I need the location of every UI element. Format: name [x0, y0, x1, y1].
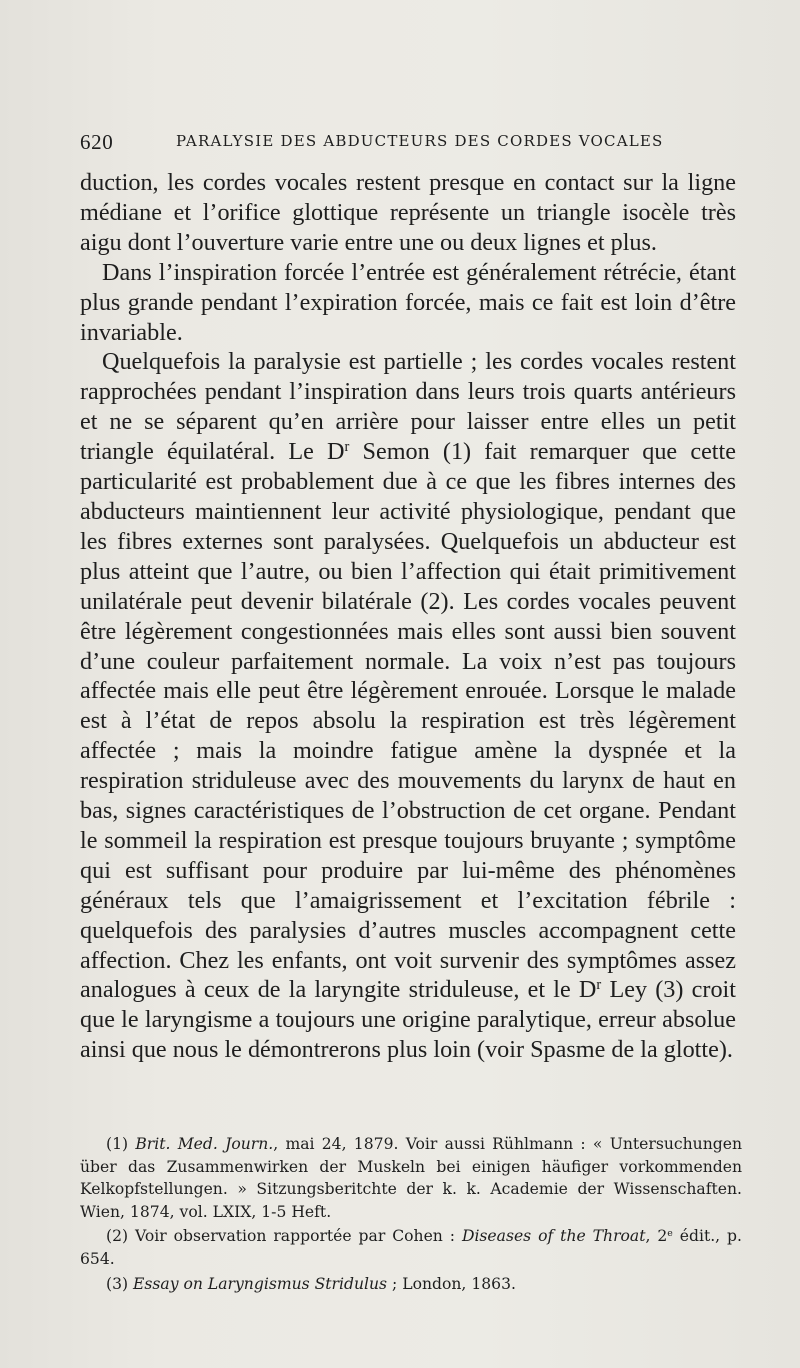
- footnote-3: [80, 1273, 742, 1296]
- paragraph-continued: duction, les cordes vocales restent presque en contact sur la ligne médiane et l’orifice glottique représente un triangle isocèle très aigu dont l’ouverture varie entre une ou deux lignes et plus.: [80, 169, 736, 256]
- superscript: e: [667, 1228, 673, 1240]
- paragraph-inspiration: Dans l’inspiration forcée l’entrée est généralement rétrécie, étant plus grande pendant l’expiration forcée, mais ce fait est loin d’être invariable.: [80, 258, 736, 346]
- footnote-text: , 2: [645, 1227, 668, 1246]
- footnote-text: Voir observation rapportée par Cohen :: [135, 1227, 462, 1246]
- running-title: PARALYSIE DES ABDUCTEURS DES CORDES VOCALES: [176, 132, 664, 150]
- footnote-2: [80, 1225, 742, 1270]
- footnote-text: ; London, 1863.: [387, 1274, 516, 1293]
- footnote-mark: (1): [106, 1135, 136, 1153]
- footnote-mark: (2): [106, 1227, 136, 1246]
- superscript: r: [596, 977, 602, 994]
- main-text: [80, 168, 736, 1065]
- text-segment: Semon (1) fait remarquer que cette particularité est probablement due à ce que les fibres internes des abducteurs maintiennent leur activité physiologique, pendant que les fibres externes sont paralysées. Quelquefois un abducteur est plus atteint que l’autre, ou bien l’affection qui était primitivement unilatérale peut devenir bilatérale (2). Les cordes vocales peuvent être légèrement congestionnées mais elles sont aussi bien souvent d’une couleur parfaitement normale. La voix n’est pas toujours affectée mais elle peut être légèrement enrouée. Lorsque le malade est à l’état de repos absolu la respiration est très légèrement affectée ; mais la moindre fatigue amène la dyspnée et la respiration striduleuse avec des mouvements du larynx de haut en bas, signes caractéristiques de l’obstruction de cet organe. Pendant le sommeil la respiration est presque toujours bruyante ; symptôme qui est suffisant pour produire par lui-même des phénomènes généraux tels que l’amaigrissement et l’excitation fébrile : quelquefois des paralysies d’autres muscles accompagnent cette affection. Chez les enfants, ont voit survenir des symptômes assez analogues à ceux de la laryngite striduleuse, et le D: [80, 438, 736, 1004]
- footnote-1: [80, 1133, 742, 1223]
- footnote-text: édit., p. 654.: [80, 1227, 742, 1268]
- footnote-mark: (3): [106, 1274, 134, 1293]
- text-segment: Quelquefois la paralysie est partielle ; les cordes vocales restent rapprochées pendant l’inspiration dans leurs trois quarts antérieurs et ne se séparent qu’en arrière pour laisser entre elles un petit triangle équilatéral. Le D: [80, 348, 736, 466]
- superscript: r: [344, 439, 350, 456]
- footnotes: [80, 1133, 742, 1295]
- page-number: 620: [80, 130, 114, 154]
- text-segment: Ley (3) croit que le laryngisme a toujours une origine paralytique, erreur absolue ainsi que nous le démontrerons plus loin (voir Spasme de la glotte).: [80, 976, 736, 1064]
- book-title: Essay on Laryngismus Stridulus: [133, 1274, 388, 1293]
- paragraph-partial-paralysis: [80, 347, 736, 1065]
- journal-title: Brit. Med. Journ.: [135, 1135, 274, 1153]
- book-title: Diseases of the Throat: [461, 1227, 646, 1246]
- footnote-text: , mai 24, 1879. Voir aussi Rühlmann : « Untersuchungen über das Zusammenwirken der Muskeln bei einigen häufiger vorkommenden Kelkopfstellungen. » Sitzungsberitchte der k. k. Academie der Wissenschaften. Wien, 1874, vol. LXIX, 1-5 Heft.: [80, 1135, 742, 1221]
